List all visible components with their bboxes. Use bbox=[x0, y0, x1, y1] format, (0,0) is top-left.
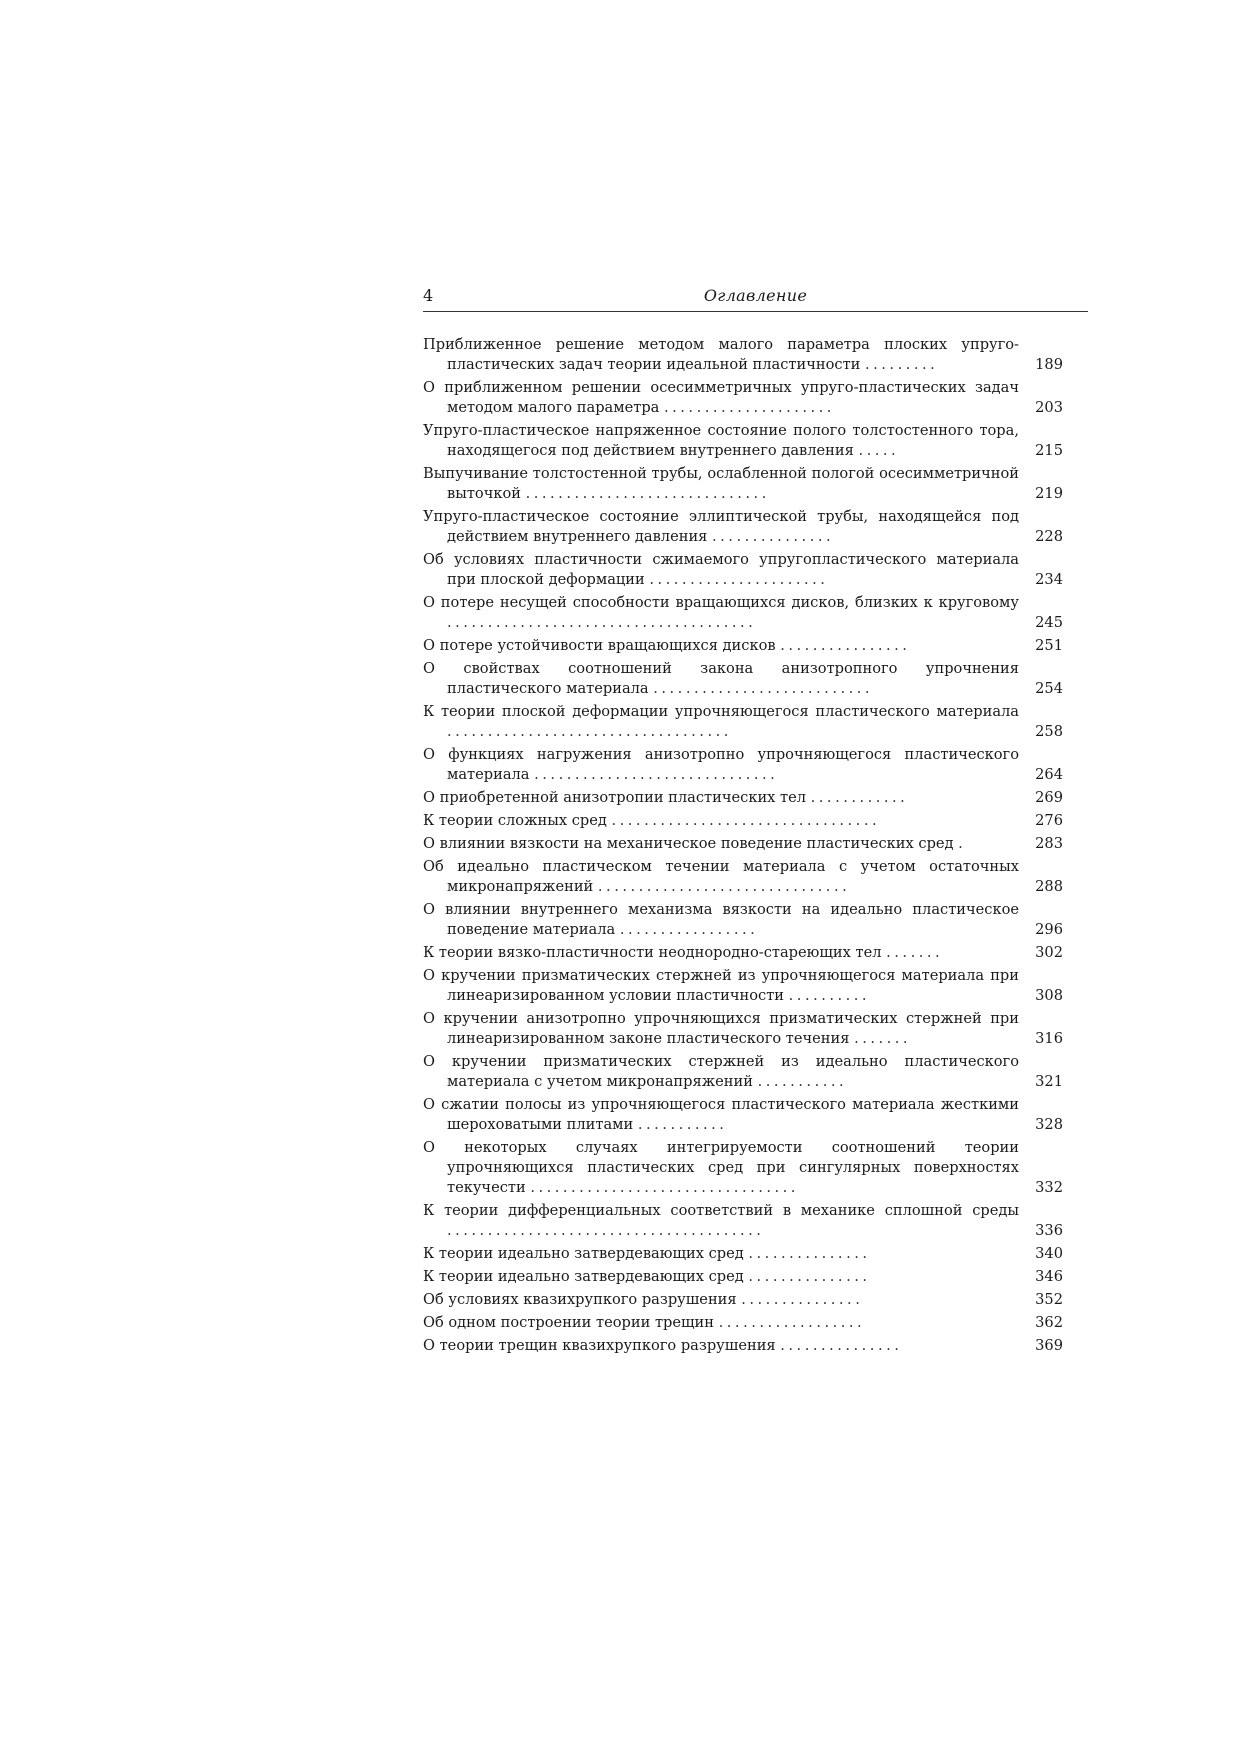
toc-entry bbox=[423, 593, 1063, 633]
toc-entry-title: Об идеально пластическом течении материала с учетом остаточных микронапряжений ............................... bbox=[423, 858, 1019, 895]
toc-entry-title: О потере устойчивости вращающихся дисков ................ bbox=[423, 637, 911, 654]
toc-entry bbox=[423, 550, 1063, 590]
toc-entry-title: К теории идеально затвердевающих сред ............... bbox=[423, 1268, 871, 1285]
toc-entry-title: О приобретенной анизотропии пластических тел ............ bbox=[423, 789, 909, 806]
toc-entry-page: 254 bbox=[1035, 680, 1063, 697]
toc-entry bbox=[423, 745, 1063, 785]
toc-entry-title: О потере несущей способности вращающихся дисков, близких к круговому ...................................... bbox=[423, 594, 1019, 631]
toc-entry-title: О сжатии полосы из упрочняющегося пластического материала жесткими шероховатыми плитами ........... bbox=[423, 1096, 1019, 1133]
toc-entry bbox=[423, 659, 1063, 699]
toc-entry-title: О свойствах соотношений закона анизотропного упрочнения пластического материала ........................... bbox=[423, 660, 1019, 697]
toc-entry-title: Об условиях квазихрупкого разрушения ............... bbox=[423, 1291, 864, 1308]
toc-entry-page: 228 bbox=[1035, 528, 1063, 545]
toc-entry bbox=[423, 1290, 1063, 1310]
toc-entry-page: 189 bbox=[1035, 356, 1063, 373]
toc-entry-page: 203 bbox=[1035, 399, 1063, 416]
toc-entry-page: 369 bbox=[1035, 1337, 1063, 1354]
toc-entry-page: 283 bbox=[1035, 835, 1063, 852]
toc-entry-title: Об условиях пластичности сжимаемого упругопластического материала при плоской деформации ...................... bbox=[423, 551, 1019, 588]
toc-entry-title: О функциях нагружения анизотропно упрочняющегося пластического материала .............................. bbox=[423, 746, 1019, 783]
toc-entry-page: 245 bbox=[1035, 614, 1063, 631]
table-of-contents bbox=[423, 335, 1063, 1359]
toc-entry-page: 296 bbox=[1035, 921, 1063, 938]
toc-entry bbox=[423, 421, 1063, 461]
toc-entry bbox=[423, 900, 1063, 940]
toc-entry-page: 264 bbox=[1035, 766, 1063, 783]
toc-entry bbox=[423, 1138, 1063, 1198]
toc-entry-page: 258 bbox=[1035, 723, 1063, 740]
toc-entry-page: 321 bbox=[1035, 1073, 1063, 1090]
toc-entry-page: 234 bbox=[1035, 571, 1063, 588]
toc-entry-page: 276 bbox=[1035, 812, 1063, 829]
toc-entry-page: 251 bbox=[1035, 637, 1063, 654]
toc-entry bbox=[423, 1201, 1063, 1241]
toc-entry bbox=[423, 1336, 1063, 1356]
toc-entry-title: К теории сложных сред ................................. bbox=[423, 812, 881, 829]
toc-entry-page: 269 bbox=[1035, 789, 1063, 806]
toc-entry bbox=[423, 1009, 1063, 1049]
toc-entry-title: К теории дифференциальных соответствий в механике сплошной среды ....................................... bbox=[423, 1202, 1019, 1239]
toc-entry bbox=[423, 1313, 1063, 1333]
toc-entry-page: 219 bbox=[1035, 485, 1063, 502]
toc-entry-title: О некоторых случаях интегрируемости соотношений теории упрочняющихся пластических сред при сингулярных поверхностях текучести ................................. bbox=[423, 1139, 1019, 1196]
toc-entry-page: 340 bbox=[1035, 1245, 1063, 1262]
toc-entry-title: Приближенное решение методом малого параметра плоских упруго-пластических задач теории идеальной пластичности ......... bbox=[423, 336, 1019, 373]
toc-entry-page: 316 bbox=[1035, 1030, 1063, 1047]
toc-entry-page: 362 bbox=[1035, 1314, 1063, 1331]
toc-entry-title: К теории вязко-пластичности неоднородно-стареющих тел ....... bbox=[423, 944, 944, 961]
toc-entry-title: Выпучивание толстостенной трубы, ослабленной пологой осесимметричной выточкой .............................. bbox=[423, 465, 1019, 502]
toc-entry bbox=[423, 1052, 1063, 1092]
toc-entry-title: К теории плоской деформации упрочняющегося пластического материала ................................... bbox=[423, 703, 1019, 740]
toc-entry bbox=[423, 811, 1063, 831]
toc-entry-page: 336 bbox=[1035, 1222, 1063, 1239]
toc-entry bbox=[423, 378, 1063, 418]
toc-entry bbox=[423, 464, 1063, 504]
toc-entry-page: 328 bbox=[1035, 1116, 1063, 1133]
toc-entry-page: 302 bbox=[1035, 944, 1063, 961]
toc-entry-page: 346 bbox=[1035, 1268, 1063, 1285]
toc-entry-page: 308 bbox=[1035, 987, 1063, 1004]
toc-entry-title: Упруго-пластическое напряженное состояние полого толстостенного тора, находящегося под действием внутреннего давления ..... bbox=[423, 422, 1019, 459]
running-head: Оглавление bbox=[703, 286, 808, 305]
toc-entry bbox=[423, 1267, 1063, 1287]
toc-entry bbox=[423, 702, 1063, 742]
page-number: 4 bbox=[423, 286, 434, 305]
toc-entry-title: О влиянии внутреннего механизма вязкости на идеально пластическое поведение материала ................. bbox=[423, 901, 1019, 938]
toc-entry-title: О влиянии вязкости на механическое поведение пластических сред . bbox=[423, 835, 967, 852]
toc-entry-title: Об одном построении теории трещин .................. bbox=[423, 1314, 866, 1331]
toc-entry-title: К теории идеально затвердевающих сред ............... bbox=[423, 1245, 871, 1262]
toc-entry-page: 215 bbox=[1035, 442, 1063, 459]
toc-entry-title: О приближенном решении осесимметричных упруго-пластических задач методом малого параметра ..................... bbox=[423, 379, 1019, 416]
toc-entry bbox=[423, 788, 1063, 808]
toc-entry bbox=[423, 507, 1063, 547]
toc-entry-title: О кручении анизотропно упрочняющихся призматических стержней при линеаризированном законе пластического течения ....... bbox=[423, 1010, 1019, 1047]
toc-entry-title: О кручении призматических стержней из идеально пластического материала с учетом микронапряжений ........... bbox=[423, 1053, 1019, 1090]
toc-entry-page: 288 bbox=[1035, 878, 1063, 895]
toc-entry bbox=[423, 335, 1063, 375]
toc-entry bbox=[423, 966, 1063, 1006]
toc-entry bbox=[423, 943, 1063, 963]
page-header bbox=[423, 285, 1088, 312]
toc-entry-title: О кручении призматических стержней из упрочняющегося материала при линеаризированном условии пластичности .......... bbox=[423, 967, 1019, 1004]
toc-entry-title: Упруго-пластическое состояние эллиптической трубы, находящейся под действием внутреннего давления ............... bbox=[423, 508, 1019, 545]
toc-entry bbox=[423, 1095, 1063, 1135]
toc-entry-page: 332 bbox=[1035, 1179, 1063, 1196]
toc-entry-title: О теории трещин квазихрупкого разрушения ............... bbox=[423, 1337, 903, 1354]
toc-entry bbox=[423, 1244, 1063, 1264]
toc-entry-page: 352 bbox=[1035, 1291, 1063, 1308]
toc-entry bbox=[423, 834, 1063, 854]
toc-entry bbox=[423, 636, 1063, 656]
toc-entry bbox=[423, 857, 1063, 897]
